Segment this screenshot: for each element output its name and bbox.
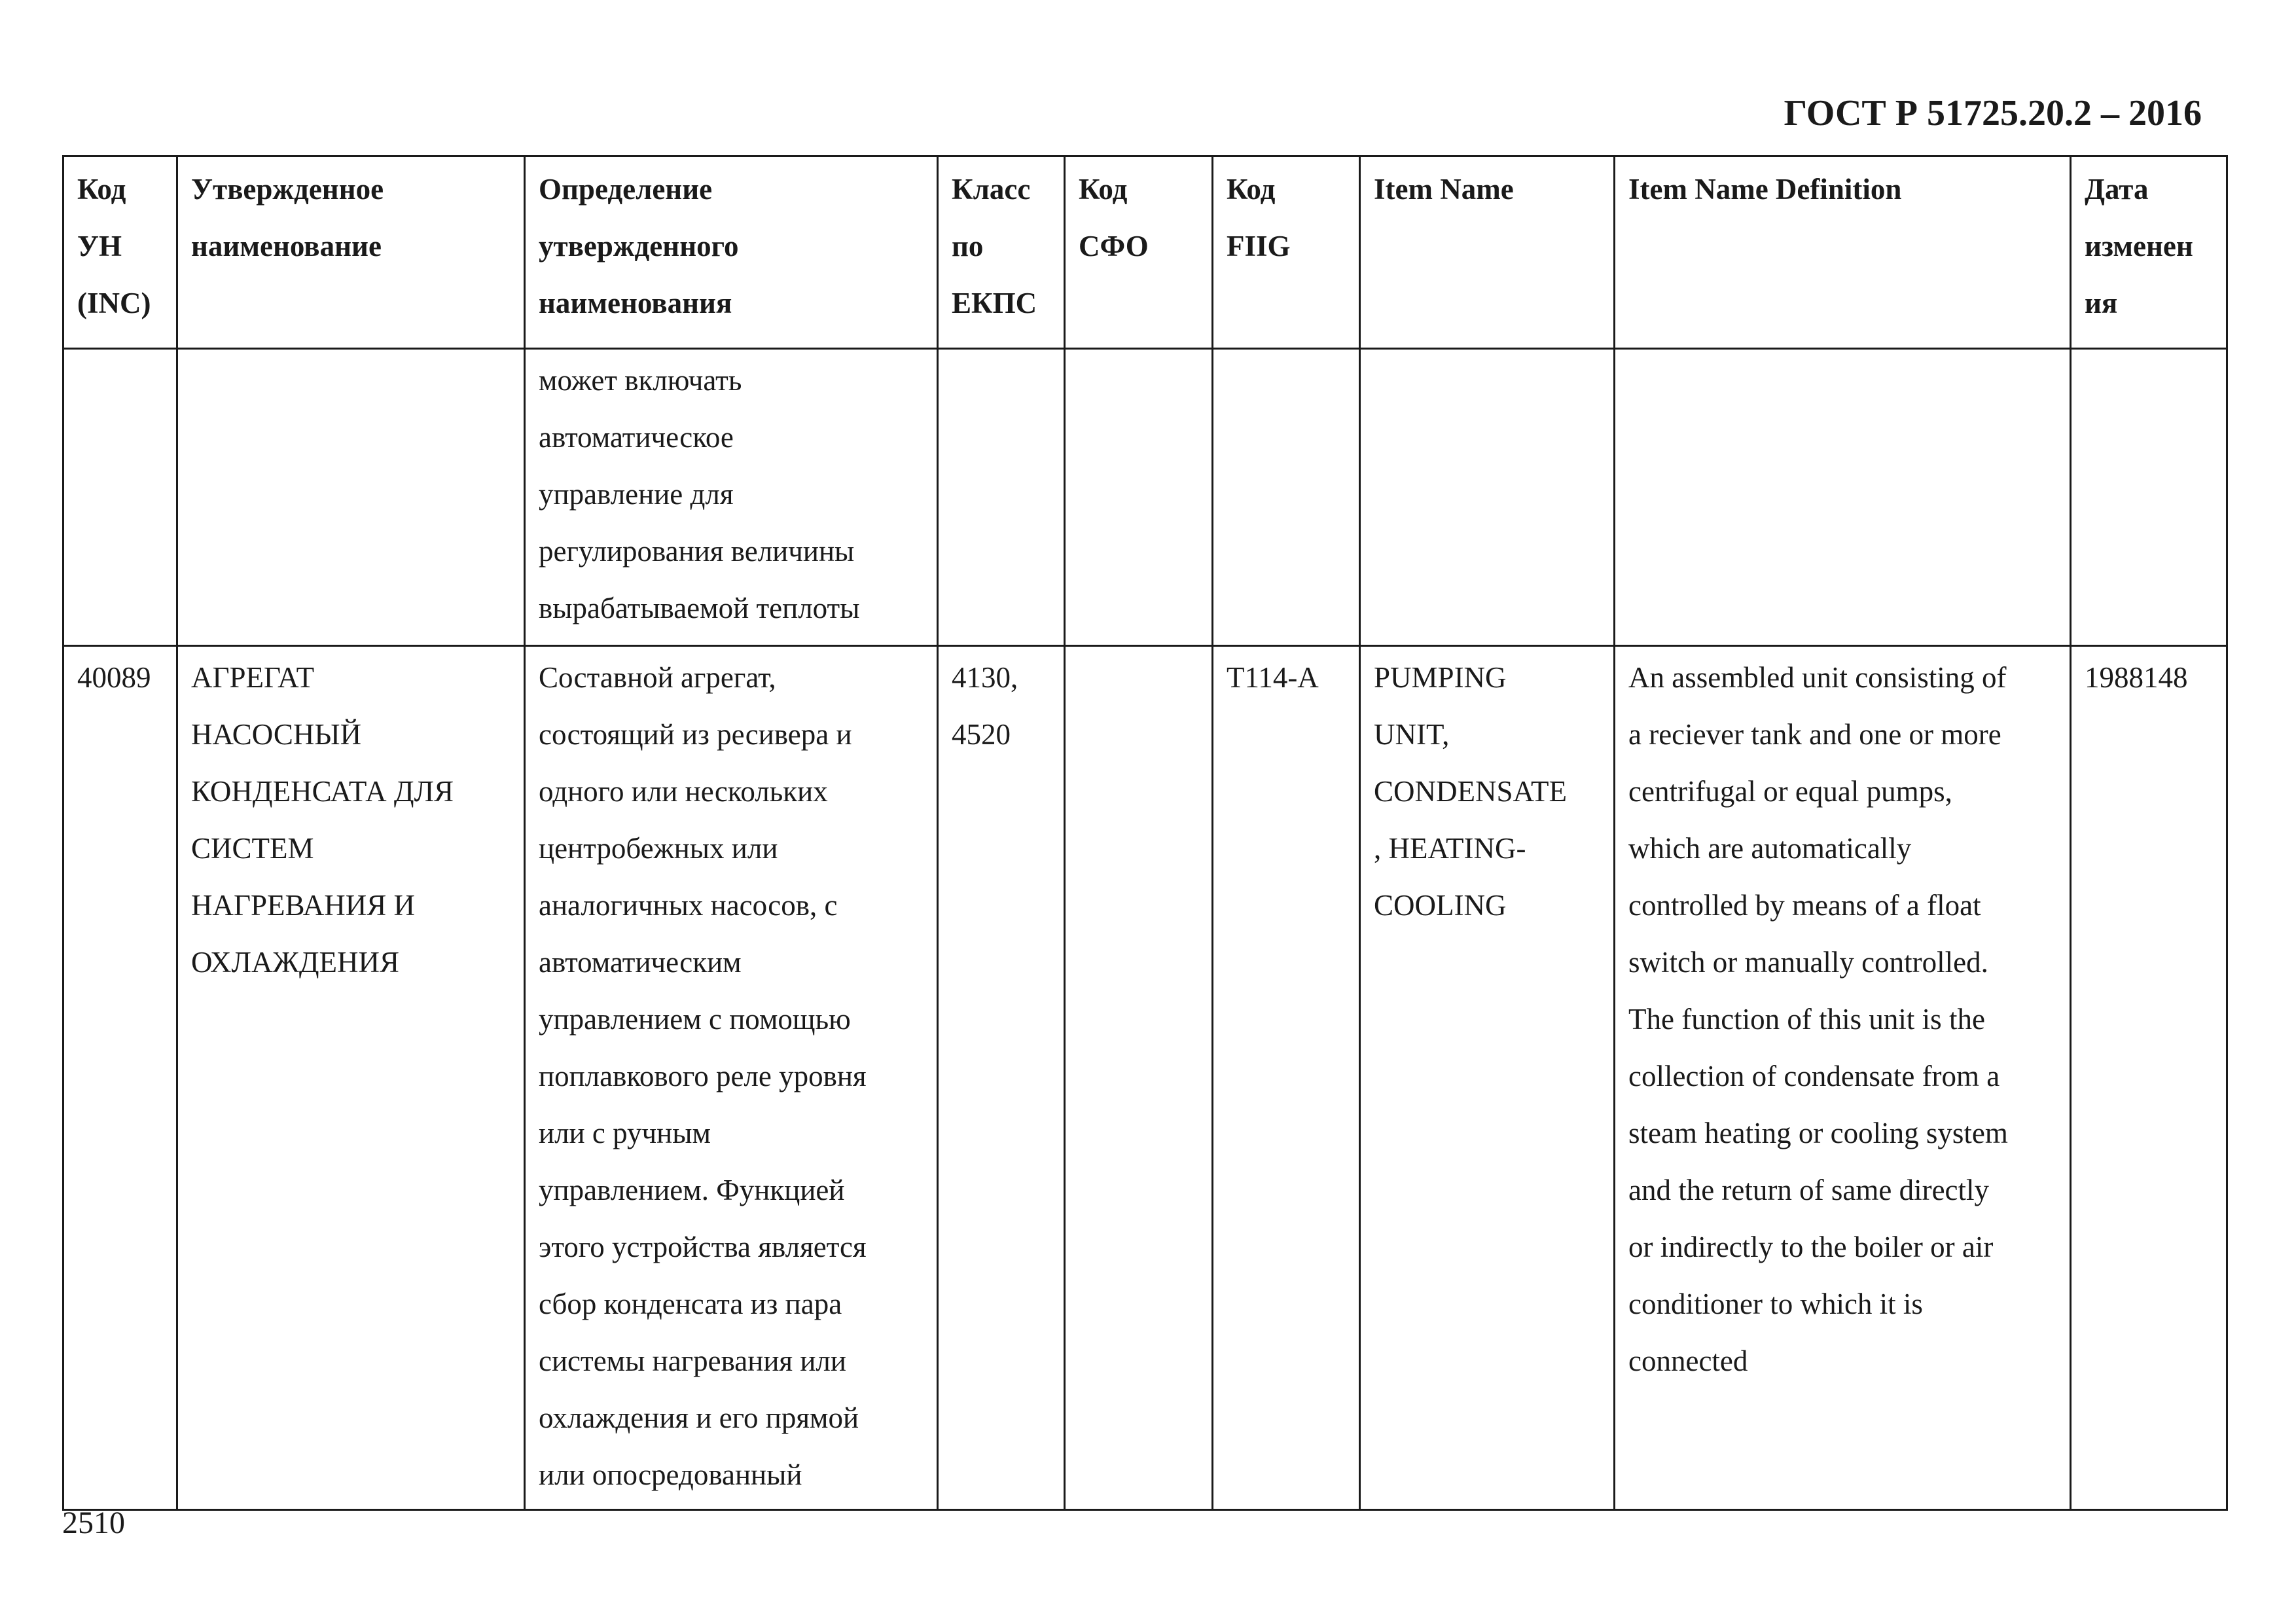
cell-item-name [1360, 349, 1615, 646]
cell-ekps-class [938, 349, 1065, 646]
header-fiig-code: Код FIIG [1213, 156, 1360, 349]
cell-inc-code: 40089 [63, 646, 177, 1510]
header-approved-name: Утвержденное наименование [177, 156, 525, 349]
header-definition: Определение утвержденного наименования [525, 156, 938, 349]
page-number: 2510 [62, 1506, 125, 1540]
cell-item-name-definition [1615, 349, 2071, 646]
cell-change-date [2071, 349, 2227, 646]
table-header-row [63, 156, 2227, 349]
cell-ekps-class: 4130, 4520 [938, 646, 1065, 1510]
header-sfo-code: Код СФО [1065, 156, 1213, 349]
cell-approved-name: АГРЕГАТ НАСОСНЫЙ КОНДЕНСАТА ДЛЯ СИСТЕМ НАГРЕВАНИЯ И ОХЛАЖДЕНИЯ [177, 646, 525, 1510]
cell-item-name-definition: An assembled unit consisting of a reciever tank and one or more centrifugal or equal pumps, which are automatically controlled by means of a float switch or manually controlled. The function of this unit is the collection of condensate from a steam heating or cooling system and the return of same directly or indirectly to the boiler or air conditioner to which it is connected [1615, 646, 2071, 1510]
cell-fiig-code: T114-A [1213, 646, 1360, 1510]
cell-inc-code [63, 349, 177, 646]
cell-item-name: PUMPING UNIT, CONDENSATE , HEATING- COOLING [1360, 646, 1615, 1510]
standard-designation: ГОСТ Р 51725.20.2 – 2016 [1784, 93, 2202, 134]
cell-approved-name [177, 349, 525, 646]
cell-sfo-code [1065, 349, 1213, 646]
header-item-name: Item Name [1360, 156, 1615, 349]
cell-sfo-code [1065, 646, 1213, 1510]
header-item-name-definition: Item Name Definition [1615, 156, 2071, 349]
header-ekps-class: Класс по ЕКПС [938, 156, 1065, 349]
table-row-40089 [63, 646, 2227, 1510]
item-name-table [62, 155, 2228, 1511]
cell-definition: Составной агрегат, состоящий из ресивера и одного или нескольких центробежных или аналогичных насосов, с автоматическим управлением с помощью поплавкового реле уровня или с ручным управлением. Функцией этого устройства является сбор конденсата из пара системы нагревания или охлаждения и его прямой или опосредованный [525, 646, 938, 1510]
header-change-date: Дата изменен ия [2071, 156, 2227, 349]
header-inc-code: Код УН (INC) [63, 156, 177, 349]
table-row-continued [63, 349, 2227, 646]
cell-definition: может включать автоматическое управление для регулирования величины вырабатываемой теплоты [525, 349, 938, 646]
cell-fiig-code [1213, 349, 1360, 646]
cell-change-date: 1988148 [2071, 646, 2227, 1510]
